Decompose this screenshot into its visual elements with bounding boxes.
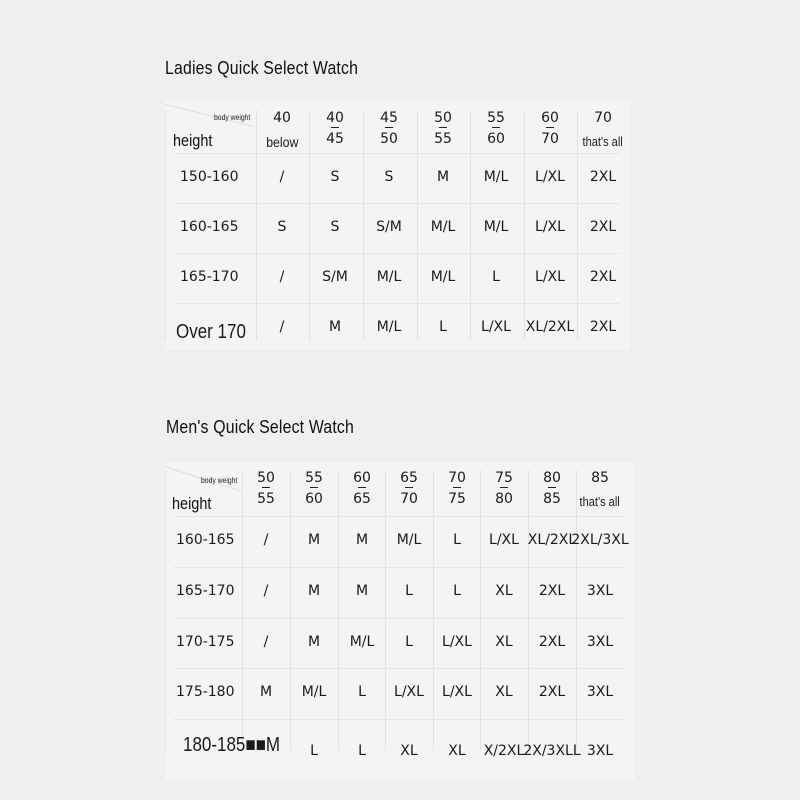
column-divider bbox=[528, 470, 529, 750]
size-cell: / bbox=[263, 583, 269, 599]
below-label: below bbox=[265, 134, 299, 150]
size-cell: L bbox=[358, 684, 366, 700]
size-cell: M/L bbox=[301, 684, 327, 700]
size-cell: M/L bbox=[430, 219, 456, 235]
weight-column-header bbox=[413, 110, 473, 147]
column-divider bbox=[165, 470, 166, 750]
size-cell: M bbox=[328, 319, 342, 335]
size-cell: XL bbox=[495, 634, 513, 650]
weight-column-header bbox=[520, 110, 580, 147]
size-cell: / bbox=[263, 634, 269, 650]
column-divider bbox=[480, 470, 481, 750]
weight-range-start: 60 bbox=[353, 470, 371, 486]
size-cell: L bbox=[405, 583, 413, 599]
column-divider bbox=[290, 470, 291, 750]
weight-range-end: 85 bbox=[543, 491, 561, 507]
weight-range-bar bbox=[358, 487, 366, 488]
size-cell: 3XL bbox=[586, 684, 614, 700]
size-cell: M bbox=[259, 684, 273, 700]
height-range-label: 165-170 bbox=[180, 269, 239, 285]
row-divider bbox=[175, 303, 620, 304]
size-cell: S/M bbox=[322, 269, 348, 285]
size-cell: M bbox=[436, 169, 450, 185]
size-cell: L bbox=[439, 319, 447, 335]
size-cell: XL bbox=[448, 743, 466, 759]
weight-range-end: 65 bbox=[353, 491, 371, 507]
men-title: Men's Quick Select Watch bbox=[166, 417, 355, 437]
size-cell: XL/2XL bbox=[527, 532, 577, 548]
size-cell: 3XL bbox=[586, 634, 614, 650]
size-cell: M/L bbox=[376, 319, 402, 335]
weight-range-bar bbox=[310, 487, 318, 488]
size-cell: M/L bbox=[483, 219, 509, 235]
column-divider bbox=[385, 470, 386, 750]
size-cell: 2XL bbox=[538, 583, 566, 599]
size-cell: L/XL bbox=[535, 269, 565, 285]
weight-range-start: 80 bbox=[543, 470, 561, 486]
size-cell: S bbox=[330, 169, 340, 185]
thats-all-label: that's all bbox=[582, 134, 624, 149]
size-cell: XL bbox=[495, 684, 513, 700]
size-cell: 2X/3XLL bbox=[523, 743, 581, 759]
weight-range-start: 40 bbox=[326, 110, 344, 126]
size-cell: M bbox=[355, 583, 369, 599]
height-range-label: 160-165 bbox=[180, 219, 239, 235]
size-cell: M bbox=[307, 583, 321, 599]
height-range-text: 180-185■■M bbox=[183, 734, 281, 756]
size-cell: L/XL bbox=[481, 319, 511, 335]
row-divider bbox=[173, 618, 625, 619]
column-divider bbox=[338, 470, 339, 750]
weight-range-all bbox=[573, 134, 633, 150]
size-cell: 3XL bbox=[586, 583, 614, 599]
height-range-label: 150-160 bbox=[180, 169, 239, 185]
weight-range-start: 85 bbox=[591, 470, 609, 486]
size-cell: M bbox=[355, 532, 369, 548]
size-cell: L/XL bbox=[535, 219, 565, 235]
size-cell: S bbox=[330, 219, 340, 235]
row-divider bbox=[173, 516, 625, 517]
weight-range-start: 45 bbox=[380, 110, 398, 126]
size-cell: / bbox=[279, 319, 285, 335]
weight-column-header bbox=[573, 110, 633, 150]
column-divider bbox=[433, 470, 434, 750]
size-cell: M/L bbox=[483, 169, 509, 185]
row-divider bbox=[175, 203, 620, 204]
weight-range-bar bbox=[548, 487, 556, 488]
size-cell: X/2XL bbox=[483, 743, 525, 759]
size-cell: 2XL bbox=[589, 219, 617, 235]
size-cell: XL/2XL bbox=[525, 319, 575, 335]
row-divider bbox=[173, 668, 625, 669]
size-cell: L bbox=[405, 634, 413, 650]
weight-range-start: 70 bbox=[448, 470, 466, 486]
size-cell: / bbox=[279, 169, 285, 185]
weight-range-start: 50 bbox=[257, 470, 275, 486]
weight-range-end: 45 bbox=[326, 131, 344, 147]
size-cell: 2XL bbox=[538, 684, 566, 700]
weight-range-end: 70 bbox=[541, 131, 559, 147]
weight-range-start: 65 bbox=[400, 470, 418, 486]
weight-range-start: 70 bbox=[594, 110, 612, 126]
thats-all-label: that's all bbox=[579, 494, 621, 509]
size-cell: M/L bbox=[376, 269, 402, 285]
size-cell: XL bbox=[400, 743, 418, 759]
size-cell: L/XL bbox=[394, 684, 424, 700]
weight-range-end: 55 bbox=[257, 491, 275, 507]
weight-range-start: 75 bbox=[495, 470, 513, 486]
weight-range-start: 40 bbox=[273, 110, 291, 126]
size-cell: 2XL bbox=[589, 269, 617, 285]
weight-range-bar bbox=[453, 487, 461, 488]
height-range-label: 175-180 bbox=[176, 684, 235, 700]
size-cell: L bbox=[310, 743, 318, 759]
size-cell: M/L bbox=[430, 269, 456, 285]
weight-range-end: 80 bbox=[495, 491, 513, 507]
size-cell: L bbox=[453, 583, 461, 599]
row-divider bbox=[173, 567, 625, 568]
column-divider bbox=[576, 470, 577, 750]
weight-range-bar bbox=[500, 487, 508, 488]
weight-range-start: 50 bbox=[434, 110, 452, 126]
weight-range-bar bbox=[405, 487, 413, 488]
size-cell: S bbox=[384, 169, 394, 185]
weight-range-end: 75 bbox=[448, 491, 466, 507]
row-divider bbox=[173, 719, 625, 720]
ladies-title: Ladies Quick Select Watch bbox=[165, 58, 359, 78]
size-cell: L/XL bbox=[535, 169, 565, 185]
men-size-table bbox=[165, 462, 635, 780]
size-cell: S/M bbox=[376, 219, 402, 235]
size-cell: M/L bbox=[396, 532, 422, 548]
weight-column-header bbox=[570, 470, 630, 510]
size-cell: M bbox=[307, 634, 321, 650]
height-range-text: Over 170 bbox=[176, 321, 246, 343]
weight-range-bar bbox=[492, 127, 500, 128]
weight-range-end: 60 bbox=[487, 131, 505, 147]
size-cell: S bbox=[277, 219, 287, 235]
body-weight-label: body weight bbox=[214, 113, 251, 122]
height-label: height bbox=[172, 494, 212, 513]
size-cell: M/L bbox=[349, 634, 375, 650]
height-label: height bbox=[173, 131, 213, 150]
weight-range-end: 70 bbox=[400, 491, 418, 507]
weight-range-end: 60 bbox=[305, 491, 323, 507]
column-divider bbox=[242, 470, 243, 750]
weight-range-start: 55 bbox=[305, 470, 323, 486]
size-cell: / bbox=[263, 532, 269, 548]
weight-range-bar bbox=[331, 127, 339, 128]
size-cell: / bbox=[279, 269, 285, 285]
size-cell: 2XL bbox=[538, 634, 566, 650]
column-divider bbox=[165, 110, 166, 340]
weight-range-bar bbox=[546, 127, 554, 128]
size-cell: XL bbox=[495, 583, 513, 599]
size-cell: L/XL bbox=[489, 532, 519, 548]
body-weight-label: body weight bbox=[201, 476, 238, 485]
size-cell: L bbox=[492, 269, 500, 285]
size-cell: 2XL bbox=[589, 169, 617, 185]
weight-column-header bbox=[359, 110, 419, 147]
height-range-label: 165-170 bbox=[176, 583, 235, 599]
size-cell: 3XL bbox=[586, 743, 614, 759]
size-cell: L bbox=[453, 532, 461, 548]
weight-range-bar bbox=[385, 127, 393, 128]
size-cell: 2XL bbox=[589, 319, 617, 335]
row-divider bbox=[175, 253, 620, 254]
weight-range-bar bbox=[262, 487, 270, 488]
weight-column-header bbox=[466, 110, 526, 147]
row-divider bbox=[175, 153, 620, 154]
height-range-label: 160-165 bbox=[176, 532, 235, 548]
weight-column-header bbox=[305, 110, 365, 147]
size-cell: M bbox=[307, 532, 321, 548]
height-range-label: 170-175 bbox=[176, 634, 235, 650]
weight-range-bar bbox=[439, 127, 447, 128]
weight-column-header bbox=[252, 110, 312, 151]
weight-range-start: 55 bbox=[487, 110, 505, 126]
weight-range-start: 60 bbox=[541, 110, 559, 126]
weight-range-below bbox=[252, 134, 312, 151]
size-cell: L bbox=[358, 743, 366, 759]
size-cell: 2XL/3XL bbox=[571, 532, 629, 548]
ladies-size-table bbox=[165, 100, 630, 350]
weight-range-end: 50 bbox=[380, 131, 398, 147]
size-cell: L/XL bbox=[442, 684, 472, 700]
weight-range-all bbox=[570, 494, 630, 510]
size-cell: L/XL bbox=[442, 634, 472, 650]
weight-range-end: 55 bbox=[434, 131, 452, 147]
